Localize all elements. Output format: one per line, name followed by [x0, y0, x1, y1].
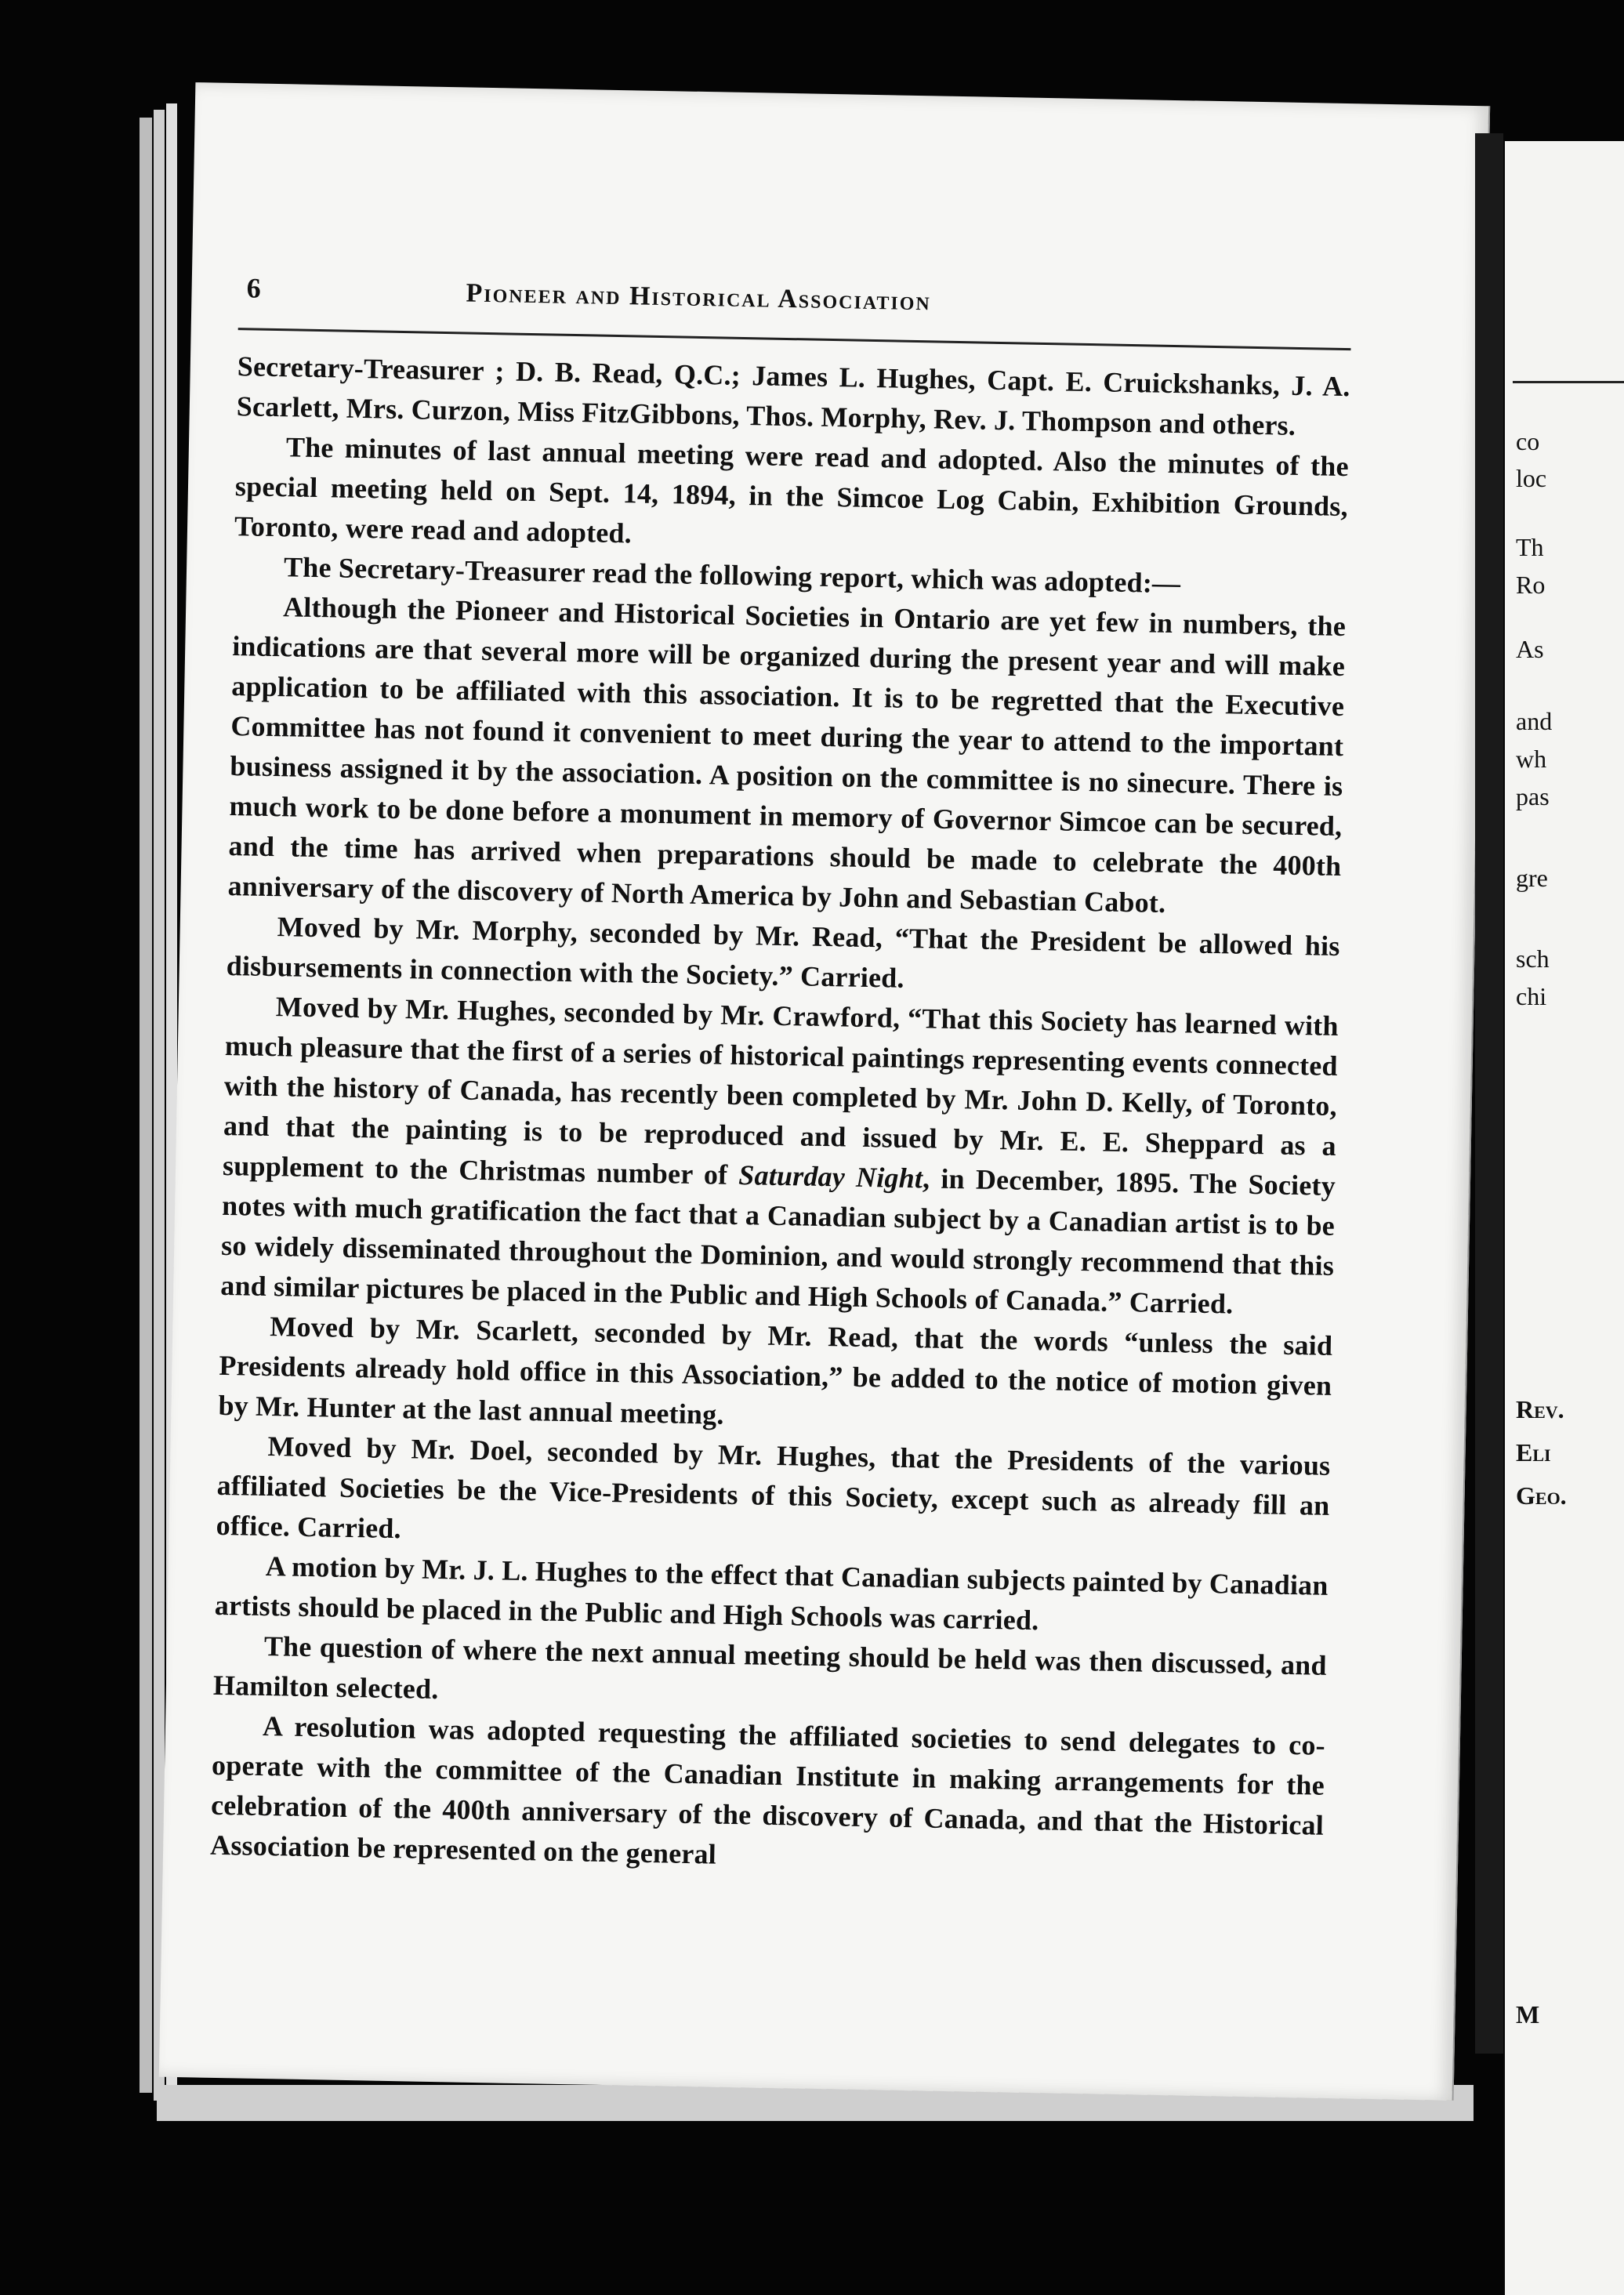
page-header [246, 271, 1336, 338]
facing-fragment: and [1516, 707, 1553, 735]
page-stack-edge [140, 118, 152, 2093]
paragraph: Moved by Mr. Morphy, seconded by Mr. Read, “That the President be allowed his disbursements in connection with the Society.” Carried. [226, 911, 1340, 994]
paragraph: The minutes of last annual meeting were read and adopted. Also the minutes of the special meeting held on Sept. 14, 1894, in the Simcoe Log Cabin, Exhibition Grounds, Toronto, were read and adopted. [234, 431, 1350, 549]
publication-title: Saturday Night [738, 1159, 923, 1195]
facing-fragment: loc [1516, 464, 1547, 492]
paragraph: A motion by Mr. J. L. Hughes to the effect that Canadian subjects painted by Canadian artists should be placed in the Public and High Schools was carried. [214, 1550, 1329, 1637]
facing-fragment: wh [1516, 745, 1547, 773]
book-page [159, 82, 1490, 2101]
paragraph: Secretary-Treasurer ; D. B. Read, Q.C.; James L. Hughes, Capt. E. Cruickshanks, J. A. Scarlett, Mrs. Curzon, Miss FitzGibbons, Thos. Morphy, Rev. J. Thompson and others. [236, 350, 1350, 441]
facing-fragment: sch [1516, 944, 1550, 973]
facing-fragment: Rev. [1516, 1395, 1564, 1423]
facing-fragment: gre [1516, 864, 1548, 892]
book-spine [1475, 133, 1503, 2054]
facing-fragment: co [1516, 427, 1540, 455]
facing-fragment: As [1516, 635, 1544, 663]
paragraph: Moved by Mr. Scarlett, seconded by Mr. Read, that the words “unless the said Presidents already hold office in this Association,” be added to the notice of motion given by Mr. Hunter at the last annual meeting. [218, 1311, 1333, 1430]
page-stack-edge [154, 110, 165, 2101]
paragraph-hughes-motion [220, 986, 1339, 1326]
paragraph: Moved by Mr. Doel, seconded by Mr. Hughes, that the Presidents of the various affiliated Societies be the Vice-Presidents of this Society, except such as already fill an office. Carried. [216, 1430, 1331, 1545]
paragraph: Although the Pioneer and Historical Societies in Ontario are yet few in numbers, the indications are that several more will be organized during the present year and will make application to be affiliated with this association. It is to be regretted that the Executive Committee has not found it convenient to meet during the year to attend to the important business assigned it by the association. A position on the committee is no sinecure. There is much work to be done before a monument in memory of Governor Simcoe can be secured, and the time has arrived when preparations should be made to celebrate the 400th anniversary of the discovery of North America by John and Sebastian Cabot. [227, 591, 1347, 919]
facing-fragment: Th [1516, 533, 1544, 561]
page-number: 6 [246, 272, 262, 304]
facing-fragment: chi [1516, 982, 1547, 1010]
facing-page [1505, 141, 1624, 2295]
page-body [210, 346, 1350, 1886]
facing-fragment: Eli [1516, 1438, 1551, 1467]
facing-fragment: Ro [1516, 571, 1546, 599]
paragraph-text: Moved by Mr. Hughes, seconded by Mr. Crawford, “That this Society has learned with much pleasure that the first of a series of historical paintings representing events connected with the history of Canada, has recently been completed by Mr. John D. Kelly, of Toronto, and that the painting is to be reproduced and issued by Mr. E. E. Sheppard as a supplement to the Christmas number of [222, 991, 1339, 1191]
running-head: Pioneer and Historical Association [466, 278, 932, 317]
paragraph: The question of where the next annual meeting should be held was then discussed, and Hamilton selected. [212, 1630, 1328, 1706]
facing-fragment: Geo. [1516, 1481, 1567, 1510]
paragraph: A resolution was adopted requesting the affiliated societies to send delegates to co-operate with the committee of the Canadian Institute in making arrangements for the celebration of the 400th anniversary of the discovery of Canada, and that the Historical Association be represented on the general [209, 1710, 1326, 1870]
paragraph-text: , in December, 1895. The Society notes with much gratification the fact that a Canadian subject by a Canadian artist is to be so widely disseminated throughout the Dominion, and would strongly recommend that this and similar pictures be placed in the Public and High Schools of Canada.” Carried. [219, 1162, 1336, 1320]
paragraph: The Secretary-Treasurer read the following report, which was adopted:— [283, 551, 1181, 600]
facing-header-rule [1513, 381, 1624, 383]
facing-fragment: M [1516, 2000, 1540, 2029]
facing-fragment: pas [1516, 782, 1550, 810]
